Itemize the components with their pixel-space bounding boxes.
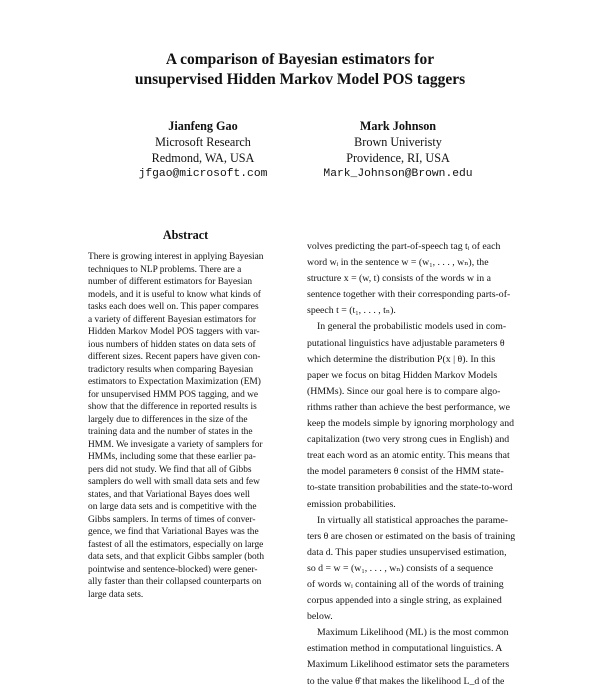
body-line: to-state transition probabilities and the state-to-word bbox=[307, 482, 513, 494]
paper-title bbox=[0, 50, 600, 90]
abstract-line: Gibbs samplers. In terms of times of conver- bbox=[88, 514, 256, 525]
title-line-1: A comparison of Bayesian estimators for bbox=[165, 51, 435, 68]
body-line: word wᵢ in the sentence w = (w₁, . . . , wₙ), the bbox=[307, 257, 489, 269]
abstract-line: pointwise and sentence-blocked) were gener- bbox=[88, 564, 258, 575]
abstract-line: models, and it is useful to know what kinds of bbox=[88, 289, 261, 300]
abstract-line: a variety of different Bayesian estimators for bbox=[88, 314, 256, 325]
abstract-line: data sets, and that explicit Gibbs sampler (both bbox=[88, 552, 265, 562]
body-line: to the value θ̂ that makes the likelihood L_d of the bbox=[307, 675, 505, 687]
body-line: (HMMs). Since our goal here is to compare algo- bbox=[307, 385, 501, 397]
body-line: Maximum Likelihood (ML) is the most common bbox=[317, 627, 509, 639]
body-line: In general the probabilistic models used in com- bbox=[317, 321, 507, 333]
title-line-2: unsupervised Hidden Markov Model POS taggers bbox=[134, 71, 466, 88]
body-line: speech t = (t₁, . . . , tₙ). bbox=[307, 305, 396, 317]
author-name: Jianfeng Gao bbox=[168, 119, 238, 133]
author-name: Mark Johnson bbox=[359, 119, 437, 133]
abstract-line: Hidden Markov Model POS taggers with var- bbox=[88, 327, 260, 337]
body-line: structure x = (w, t) consists of the words w in a bbox=[307, 273, 491, 285]
body-line: so d = w = (w₁, . . . , wₙ) consists of a sequence bbox=[307, 562, 494, 574]
abstract-line: HMM. We invesigate a variety of samplers for bbox=[88, 439, 263, 450]
body-line: ters θ are chosen or estimated on the basis of training bbox=[307, 530, 516, 542]
abstract-heading: Abstract bbox=[162, 228, 209, 242]
body-line: emission probabilities. bbox=[307, 498, 396, 510]
author-block-1 bbox=[93, 118, 313, 182]
body-line: corpus appended into a single string, as explained bbox=[307, 595, 502, 607]
body-line: In virtually all statistical approaches the parame- bbox=[317, 514, 508, 526]
author-affiliation: Microsoft Research bbox=[155, 135, 251, 149]
body-line: of words wᵢ containing all of the words of training bbox=[307, 578, 504, 590]
body-line: estimation method in computational linguistics. A bbox=[307, 643, 503, 655]
body-line: sentence together with their corresponding parts-of- bbox=[307, 289, 511, 301]
abstract-line: techniques to NLP problems. There are a bbox=[88, 264, 242, 275]
abstract-line: HMMs, including some that these earlier pa- bbox=[88, 452, 256, 462]
body-line: paper we focus on bitag Hidden Markov Models bbox=[307, 369, 498, 381]
abstract-line: gence, we find that Variational Bayes was the bbox=[88, 527, 259, 537]
body-line: putational linguistics have adjustable parameters θ bbox=[307, 337, 505, 349]
body-line: rithms rather than achieve the best performance, we bbox=[307, 401, 510, 413]
abstract-line: ious numbers of hidden states on data sets of bbox=[88, 339, 256, 350]
body-line: Maximum Likelihood estimator sets the parameters bbox=[307, 659, 510, 671]
abstract-line: estimators to Expectation Maximization (EM) bbox=[88, 377, 261, 387]
abstract-line: largely due to differences in the size of the bbox=[88, 414, 248, 425]
body-line: capitalization (two very strong cues in English) and bbox=[307, 434, 510, 446]
author-location: Redmond, WA, USA bbox=[151, 151, 255, 165]
abstract-line: samplers do well with small data sets and few bbox=[88, 477, 260, 487]
author-block-2 bbox=[288, 118, 508, 182]
body-line: the model parameters θ consist of the HMM state- bbox=[307, 466, 504, 478]
abstract-line: large data sets. bbox=[88, 589, 144, 600]
abstract-line: ally faster than their collapsed counterparts on bbox=[88, 577, 262, 587]
author-email: jfgao@microsoft.com bbox=[138, 168, 268, 180]
body-line: keep the models simple by ignoring morphology and bbox=[307, 418, 515, 430]
abstract-line: pers did not study. We find that all of Gibbs bbox=[88, 464, 252, 475]
abstract-line: training data and the number of states in the bbox=[88, 427, 253, 437]
body-line: treat each word as an atomic entity. This means that bbox=[307, 450, 510, 462]
abstract-line: tasks each does well on. This paper compares bbox=[88, 302, 259, 312]
abstract-line: states, and that Variational Bayes does well bbox=[88, 489, 251, 500]
abstract-line: different sizes. Recent papers have given con- bbox=[88, 352, 261, 362]
abstract-line: on large data sets and is competitive with the bbox=[88, 502, 257, 512]
abstract-line: There is growing interest in applying Bayesian bbox=[88, 252, 264, 262]
abstract-line: for unsupervised HMM POS tagging, and we bbox=[88, 389, 259, 400]
body-line: which determine the distribution P(x | θ). In this bbox=[307, 353, 496, 365]
body-line: below. bbox=[307, 611, 333, 623]
abstract-line: fastest of all the estimators, especially on large bbox=[88, 539, 264, 550]
body-column bbox=[307, 239, 517, 690]
author-affiliation: Brown Univeristy bbox=[354, 135, 442, 149]
author-location: Providence, RI, USA bbox=[346, 151, 450, 165]
abstract-line: number of different estimators for Bayesian bbox=[88, 277, 253, 287]
abstract-body bbox=[88, 251, 283, 601]
abstract-line: show that the difference in reported results is bbox=[88, 402, 257, 412]
body-line: data d. This paper studies unsupervised estimation, bbox=[307, 546, 507, 558]
abstract-line: tradictory results when comparing Bayesian bbox=[88, 364, 254, 375]
body-line: volves predicting the part-of-speech tag tᵢ of each bbox=[307, 241, 501, 252]
author-email: Mark_Johnson@Brown.edu bbox=[323, 168, 473, 180]
